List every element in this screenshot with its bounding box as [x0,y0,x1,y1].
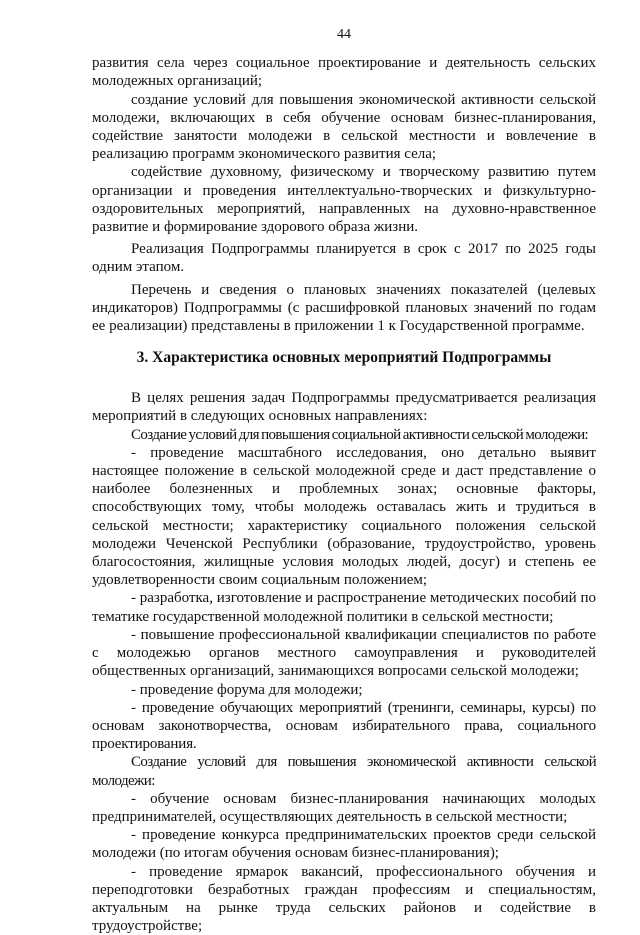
paragraph: В целях решения задач Подпрограммы предусматривается реализация мероприятий в следующих основных направлениях: [92,390,596,425]
list-item: - проведение масштабного исследования, оно детально выявит настоящее положение в сельской молодежной среде и даст представление о наиболее болезненных и проблемных зонах; основные факторы, способствующих тому, чтобы молодежь оставалась жить и трудиться в сельской местности; характеристику социального положения сельской молодежи Чеченской Республики (образование, трудоустройство, уровень благосостояния, жилищные условия молодых людей, досуг) и степень ее удовлетворенности своим социальным положением; [92,444,596,589]
paragraph: создание условий для повышения экономической активности сельской молодежи, включающих в себя обучение основам бизнес-планирования, содействие занятости молодежи в сельской местности и вовлечение в реализацию программ экономического развития села; [92,91,596,163]
list-item: - разработка, изготовление и распространение методических пособий по тематике государственной молодежной политики в сельской местности; [92,590,596,625]
list-item: - проведение форума для молодежи; [131,681,363,698]
list-item: - повышение профессиональной квалификации специалистов по работе с молодежью органов местного самоуправления и руководителей общественных организаций, занимающихся вопросами сельской молодежи; [92,626,596,680]
page-number: 44 [337,27,351,42]
paragraph: Реализация Подпрограммы планируется в срок с 2017 по 2025 годы одним этапом. [92,241,596,276]
paragraph: Перечень и сведения о плановых значениях показателей (целевых индикаторов) Подпрограммы (с расшифровкой плановых значений по годам ее реализации) представлены в приложении 1 к Государственной программе. [92,281,596,335]
paragraph: развития села через социальное проектирование и деятельность сельских молодежных организаций; [92,55,596,90]
paragraph: содействие духовному, физическому и творческому развитию путем организации и проведения интеллектуально-творческих и физкультурно-оздоровительных мероприятий, направленных на духовно-нравственное развитие и формирование здорового образа жизни. [92,164,596,236]
list-item: - обучение основам бизнес-планирования начинающих молодых предпринимателей, осуществляющих деятельность в сельской местности; [92,790,596,825]
section-heading: 3. Характеристика основных мероприятий Подпрограммы [136,349,552,367]
subsection-label: Создание условий для повышения экономической активности сельской молодежи: [92,754,596,789]
list-item: - проведение обучающих мероприятий (тренинги, семинары, курсы) по основам законотворчества, основам избирательного права, социального проектирования. [92,699,596,753]
subsection-label: Создание условий для повышения социальной активности сельской молодежи: [131,426,589,443]
list-item: - проведение ярмарок вакансий, профессионального обучения и переподготовки безработных граждан профессиям и специальностям, актуальным на рынке труда сельских районов и содействие в трудоустройстве; [92,863,596,935]
list-item: - проведение конкурса предпринимательских проектов среди сельской молодежи (по итогам обучения основам бизнес-планирования); [92,827,596,862]
